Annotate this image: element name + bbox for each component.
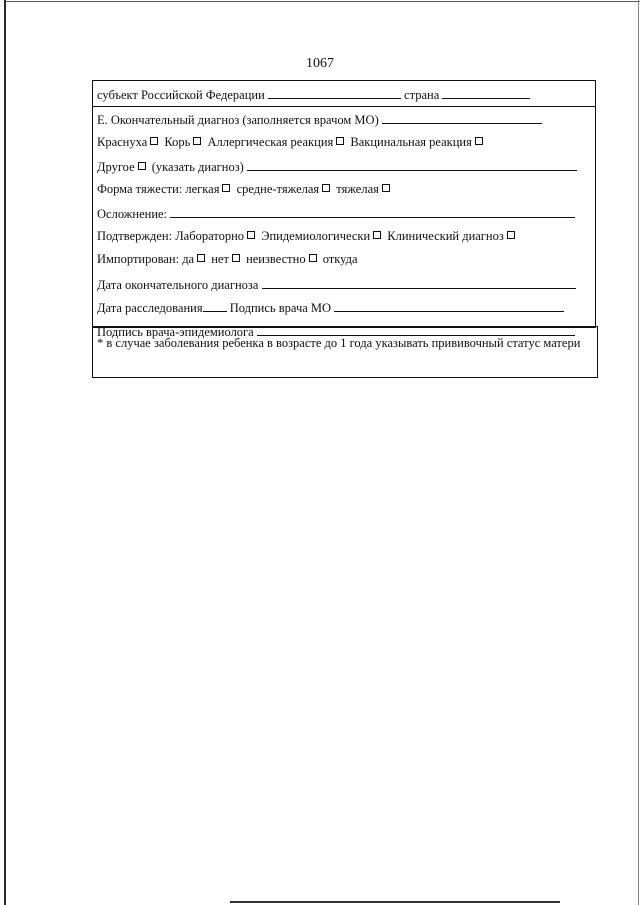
final-date-row xyxy=(92,271,592,295)
other-field[interactable] xyxy=(247,159,577,171)
footnote: * в случае заболевания ребенка в возрасте до 1 года указывать прививочный статус матери xyxy=(97,336,581,350)
imported-no-checkbox[interactable] xyxy=(232,254,240,262)
investigation-date-label: Дата расследования xyxy=(97,301,203,315)
confirmed-lab-checkbox[interactable] xyxy=(247,231,255,239)
complication-field[interactable] xyxy=(170,206,575,218)
final-diagnosis-label: Е. Окончательный диагноз (заполняется врачом МО) xyxy=(97,113,379,127)
confirmed-clinical-checkbox[interactable] xyxy=(507,231,515,239)
other-hint: (указать диагноз) xyxy=(151,160,244,174)
imported-row xyxy=(92,247,592,271)
final-date-field[interactable] xyxy=(262,277,576,289)
doctor-signature-label: Подпись врача МО xyxy=(229,301,332,315)
severity-mild-checkbox[interactable] xyxy=(222,184,230,192)
confirmed-lab-label: Лабораторно xyxy=(175,228,245,243)
confirmed-epid-checkbox[interactable] xyxy=(373,231,381,239)
other-row xyxy=(92,153,592,177)
confirmed-epid-label: Эпидемиологически xyxy=(261,228,371,243)
doctor-signature-field[interactable] xyxy=(334,300,564,312)
page-edge-top xyxy=(6,1,640,2)
investigation-date-field[interactable] xyxy=(203,300,227,312)
confirmed-label: Подтвержден: xyxy=(97,228,173,243)
imported-yes-label: да xyxy=(182,252,195,266)
rubella-label: Краснуха xyxy=(97,134,148,149)
severity-row xyxy=(92,177,592,201)
complication-label: Осложнение: xyxy=(97,207,168,221)
investigation-row xyxy=(92,294,592,318)
subject-field[interactable] xyxy=(268,87,401,99)
epidemiologist-signature-label: Подпись врача-эпидемиолога xyxy=(97,324,254,339)
vaccinal-label: Вакцинальная реакция xyxy=(350,134,472,149)
severity-severe-label: тяжелая xyxy=(336,181,379,196)
vaccinal-checkbox[interactable] xyxy=(475,137,483,145)
page-number: 1067 xyxy=(306,56,334,71)
allergic-checkbox[interactable] xyxy=(336,137,344,145)
measles-label: Корь xyxy=(164,134,191,149)
severity-medium-label: средне-тяжелая xyxy=(236,181,320,196)
imported-yes-checkbox[interactable] xyxy=(197,254,205,262)
final-diagnosis-field[interactable] xyxy=(382,112,542,124)
final-date-label: Дата окончательного диагноза xyxy=(97,277,259,292)
page-edge-left xyxy=(4,0,6,905)
confirmed-clinical-label: Клинический диагноз xyxy=(387,228,504,243)
page-edge-right xyxy=(638,0,639,905)
country-field[interactable] xyxy=(442,87,530,99)
imported-unknown-label: неизвестно xyxy=(246,252,306,266)
imported-from-label: откуда xyxy=(322,252,358,266)
severity-label: Форма тяжести: xyxy=(97,181,183,196)
country-label: страна xyxy=(404,88,440,102)
imported-unknown-checkbox[interactable] xyxy=(309,254,317,262)
complication-row xyxy=(92,200,592,224)
other-label: Другое xyxy=(97,160,135,174)
severity-severe-checkbox[interactable] xyxy=(382,184,390,192)
page-edge-bottom xyxy=(230,901,560,903)
allergic-label: Аллергическая реакция xyxy=(207,134,334,149)
confirmed-row xyxy=(92,224,592,248)
severity-medium-checkbox[interactable] xyxy=(322,184,330,192)
final-diagnosis-row xyxy=(92,106,592,130)
measles-checkbox[interactable] xyxy=(193,137,201,145)
subject-row xyxy=(92,80,592,104)
imported-no-label: нет xyxy=(211,252,229,266)
severity-mild-label: легкая xyxy=(185,181,220,196)
diagnosis-options-row xyxy=(92,130,592,154)
rubella-checkbox[interactable] xyxy=(150,137,158,145)
other-checkbox[interactable] xyxy=(138,162,146,170)
imported-label: Импортирован: xyxy=(97,252,180,266)
subject-label: субъект Российской Федерации xyxy=(97,88,265,102)
